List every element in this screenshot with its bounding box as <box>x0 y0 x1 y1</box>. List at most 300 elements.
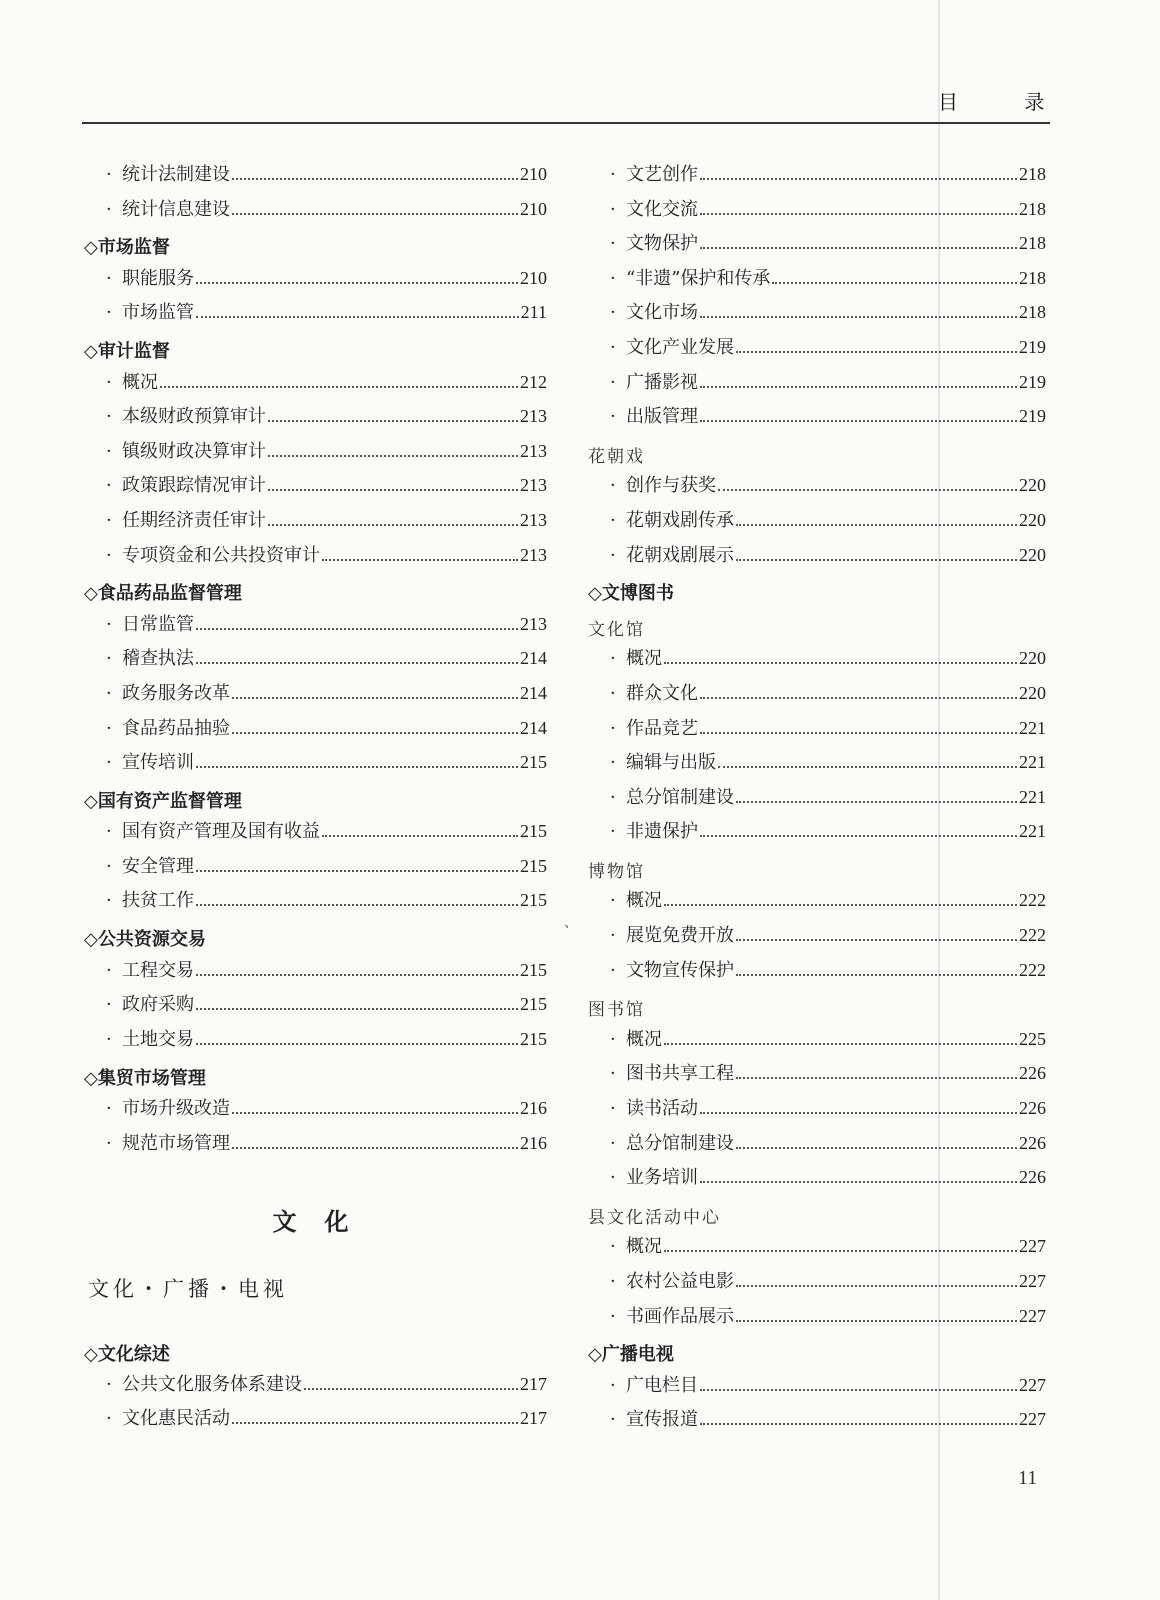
stray-mark: 、 <box>564 915 578 931</box>
toc-entry-page: 221 <box>1019 752 1046 773</box>
dot-leader <box>700 177 1017 180</box>
toc-entry-title: 概况 <box>626 1028 662 1050</box>
toc-entry-title: 统计法制建设 <box>122 164 230 185</box>
toc-entry-title: 政府采购 <box>122 994 194 1016</box>
toc-entry <box>82 1404 547 1439</box>
bullet-dot-icon: · <box>106 821 112 843</box>
dot-leader <box>736 973 1017 976</box>
bullet-dot-icon: · <box>610 1167 616 1189</box>
toc-entry-title: 宣传报道 <box>626 1409 698 1431</box>
dot-leader <box>304 1387 518 1390</box>
toc-section-heading: ◇国有资产监督管理 <box>84 790 242 812</box>
dot-leader <box>196 973 518 976</box>
toc-entry <box>586 748 1046 783</box>
toc-entry-title: 广播影视 <box>626 371 698 393</box>
bullet-dot-icon: · <box>106 1098 112 1120</box>
toc-entry-page: 215 <box>520 821 547 842</box>
toc-entry <box>82 610 547 645</box>
dot-leader <box>700 1388 1017 1391</box>
bullet-dot-icon: · <box>610 821 616 843</box>
toc-group <box>586 471 1046 575</box>
toc-entry-title: 文物宣传保护 <box>626 959 734 981</box>
bullet-dot-icon: · <box>106 198 112 220</box>
toc-entry <box>82 437 547 472</box>
toc-group <box>82 264 547 333</box>
bullet-dot-icon: · <box>610 475 616 497</box>
toc-entry-page: 213 <box>520 440 547 461</box>
toc-entry <box>586 298 1046 333</box>
toc-entry-page: 227 <box>1019 1305 1046 1326</box>
toc-entry-title: 概况 <box>626 890 662 912</box>
dot-leader <box>700 1111 1017 1114</box>
toc-entry <box>586 368 1046 403</box>
toc-entry-title: 土地交易 <box>122 1028 194 1050</box>
toc-entry <box>586 956 1046 991</box>
dot-leader <box>700 1180 1017 1183</box>
toc-subheading: 图书馆 <box>588 1000 645 1021</box>
toc-entry-page: 220 <box>1019 682 1046 703</box>
toc-entry <box>82 1370 547 1405</box>
bullet-dot-icon: · <box>610 544 616 566</box>
toc-subheading: 花朝戏 <box>588 446 645 467</box>
bullet-dot-icon: · <box>610 925 616 947</box>
toc-entry-title: 安全管理 <box>122 855 194 877</box>
toc-entry <box>586 471 1046 506</box>
bullet-dot-icon: · <box>106 440 112 462</box>
toc-entry-title: 公共文化服务体系建设 <box>122 1373 302 1395</box>
bullet-dot-icon: · <box>610 1028 616 1050</box>
toc-entry <box>586 1371 1046 1406</box>
toc-entry <box>82 852 547 887</box>
bullet-dot-icon: · <box>610 890 616 912</box>
toc-entry-page: 225 <box>1019 1028 1046 1049</box>
toc-entry-page: 215 <box>520 959 547 980</box>
toc-entry-title: 政策跟踪情况审计 <box>122 475 266 497</box>
toc-entry-title: 专项资金和公共投资审计 <box>122 544 320 566</box>
dot-leader <box>736 1319 1017 1322</box>
dot-leader <box>736 1076 1017 1079</box>
toc-entry-page: 214 <box>520 682 547 703</box>
dot-leader <box>736 1146 1017 1149</box>
page-header-title: 目 录 <box>938 90 1075 114</box>
toc-entry <box>586 921 1046 956</box>
toc-entry <box>82 471 547 506</box>
bullet-dot-icon: · <box>610 717 616 739</box>
toc-entry-page: 215 <box>520 752 547 773</box>
toc-entry <box>82 1025 547 1060</box>
dot-leader <box>718 488 1017 491</box>
toc-entry-title: 文物保护 <box>626 233 698 255</box>
dot-leader <box>700 212 1017 215</box>
dot-leader <box>736 938 1017 941</box>
toc-entry-title: 任期经济责任审计 <box>122 509 266 531</box>
toc-entry-page: 219 <box>1019 336 1046 357</box>
toc-entry <box>82 402 547 437</box>
toc-entry-page: 213 <box>520 509 547 530</box>
toc-entry <box>82 298 547 333</box>
dot-leader <box>232 1146 518 1149</box>
toc-entry-title: 文艺创作 <box>626 164 698 185</box>
dot-leader <box>196 661 518 664</box>
toc-entry-page: 226 <box>1019 1167 1046 1188</box>
toc-entry-page: 211 <box>520 302 547 323</box>
toc-entry <box>586 1129 1046 1164</box>
bullet-dot-icon: · <box>610 752 616 774</box>
bullet-dot-icon: · <box>106 371 112 393</box>
toc-entry-page: 221 <box>1019 821 1046 842</box>
toc-entry-title: 宣传培训 <box>122 752 194 774</box>
toc-entry-title: 出版管理 <box>626 406 698 428</box>
toc-entry-page: 213 <box>520 613 547 634</box>
toc-entry-page: 227 <box>1019 1409 1046 1430</box>
dot-leader <box>196 315 519 318</box>
toc-section-heading: ◇文博图书 <box>588 583 674 605</box>
toc-entry-title: 市场升级改造 <box>122 1098 230 1120</box>
dot-leader <box>268 419 518 422</box>
toc-entry <box>82 644 547 679</box>
toc-entry <box>586 1059 1046 1094</box>
toc-entry <box>82 1129 547 1164</box>
toc-entry-page: 218 <box>1019 198 1046 219</box>
dot-leader <box>736 1284 1017 1287</box>
dot-leader <box>700 696 1017 699</box>
bullet-dot-icon: · <box>610 1409 616 1431</box>
toc-entry <box>586 160 1046 195</box>
toc-entry-title: 花朝戏剧传承 <box>626 509 734 531</box>
toc-entry <box>586 1094 1046 1129</box>
toc-entry-page: 218 <box>1019 233 1046 254</box>
toc-entry-page: 214 <box>520 717 547 738</box>
dot-leader <box>268 523 518 526</box>
toc-entry-title: 花朝戏剧展示 <box>626 544 734 566</box>
toc-entry <box>82 541 547 576</box>
toc-group <box>82 817 547 921</box>
bullet-dot-icon: · <box>610 509 616 531</box>
toc-entry-title: “非遗”保护和传承 <box>626 267 771 289</box>
bullet-dot-icon: · <box>610 1271 616 1292</box>
toc-entry-page: 218 <box>1019 302 1046 323</box>
bullet-dot-icon: · <box>106 267 112 289</box>
toc-entry <box>586 714 1046 749</box>
toc-entry-page: 215 <box>520 1028 547 1049</box>
toc-entry-page: 226 <box>1019 1132 1046 1153</box>
page-number: 11 <box>1018 1467 1038 1489</box>
toc-entry-title: 作品竞艺 <box>626 717 698 739</box>
toc-section-heading: ◇文化综述 <box>84 1343 170 1365</box>
toc-group <box>586 644 1046 852</box>
bullet-dot-icon: · <box>610 1132 616 1154</box>
toc-entry <box>586 229 1046 264</box>
toc-entry <box>82 817 547 852</box>
bullet-dot-icon: · <box>610 233 616 255</box>
toc-entry-title: 文化产业发展 <box>626 336 734 358</box>
dot-leader <box>664 903 1017 906</box>
toc-entry <box>586 195 1046 230</box>
toc-entry <box>82 368 547 403</box>
dot-leader <box>700 1422 1017 1425</box>
dot-leader <box>664 1042 1017 1045</box>
bullet-dot-icon: · <box>106 648 112 670</box>
toc-subheading: 博物馆 <box>588 861 645 882</box>
toc-entry-title: 总分馆制建设 <box>626 786 734 808</box>
bullet-dot-icon: · <box>610 198 616 220</box>
toc-entry <box>82 956 547 991</box>
bullet-dot-icon: · <box>106 890 112 912</box>
toc-entry-title: 政务服务改革 <box>122 682 230 704</box>
toc-entry-page: 221 <box>1019 717 1046 738</box>
toc-entry-page: 216 <box>520 1132 547 1153</box>
bullet-dot-icon: · <box>106 302 112 324</box>
toc-entry-page: 227 <box>1019 1374 1046 1395</box>
toc-entry-title: 图书共享工程 <box>626 1063 734 1085</box>
bullet-dot-icon: · <box>610 371 616 393</box>
toc-entry-page: 210 <box>520 267 547 288</box>
toc-entry-title: 概况 <box>626 1236 662 1258</box>
toc-entry-title: 本级财政预算审计 <box>122 406 266 428</box>
bullet-dot-icon: · <box>106 406 112 428</box>
toc-group <box>586 1025 1046 1198</box>
bullet-dot-icon: · <box>106 1132 112 1154</box>
dot-leader <box>232 696 518 699</box>
dot-leader <box>664 1249 1017 1252</box>
toc-group <box>82 610 547 783</box>
dot-leader <box>196 1007 518 1010</box>
toc-entry <box>586 506 1046 541</box>
toc-left-column <box>82 160 547 1439</box>
toc-entry <box>82 195 547 230</box>
toc-entry <box>586 1267 1046 1302</box>
toc-entry-page: 220 <box>1019 544 1046 565</box>
bullet-dot-icon: · <box>106 1028 112 1050</box>
toc-section-heading: ◇广播电视 <box>588 1344 674 1366</box>
toc-entry-page: 222 <box>1019 890 1046 911</box>
toc-entry-title: 市场监管 <box>122 302 194 324</box>
toc-entry <box>586 541 1046 576</box>
toc-entry-page: 210 <box>520 164 547 184</box>
toc-entry-page: 217 <box>520 1373 547 1394</box>
toc-entry-title: 读书活动 <box>626 1098 698 1120</box>
toc-entry <box>82 679 547 714</box>
toc-entry-page: 213 <box>520 406 547 427</box>
toc-entry <box>82 748 547 783</box>
toc-entry-title: 文化交流 <box>626 198 698 220</box>
toc-right-column <box>586 160 1046 1440</box>
dot-leader <box>736 350 1017 353</box>
toc-entry-page: 213 <box>520 544 547 565</box>
toc-entry-title: 文化惠民活动 <box>122 1408 230 1430</box>
toc-group <box>82 1094 547 1163</box>
toc-group <box>82 160 547 229</box>
bullet-dot-icon: · <box>610 302 616 324</box>
toc-entry-title: 日常监管 <box>122 613 194 635</box>
toc-entry-title: 群众文化 <box>626 682 698 704</box>
toc-entry-title: 书画作品展示 <box>626 1305 734 1327</box>
toc-entry-page: 219 <box>1019 371 1046 392</box>
toc-entry <box>586 817 1046 852</box>
toc-entry <box>586 333 1046 368</box>
toc-section-heading: ◇食品药品监督管理 <box>84 583 242 605</box>
bullet-dot-icon: · <box>610 1305 616 1327</box>
toc-entry-title: 职能服务 <box>122 267 194 289</box>
bullet-dot-icon: · <box>610 1063 616 1085</box>
bullet-dot-icon: · <box>106 959 112 981</box>
toc-entry-title: 文化市场 <box>626 302 698 324</box>
toc-entry-page: 210 <box>520 198 547 219</box>
bullet-dot-icon: · <box>610 682 616 704</box>
toc-entry-page: 217 <box>520 1408 547 1429</box>
toc-entry-page: 214 <box>520 648 547 669</box>
toc-entry <box>82 886 547 921</box>
toc-entry-page: 222 <box>1019 925 1046 946</box>
toc-entry <box>82 264 547 299</box>
toc-section-heading: ◇市场监督 <box>84 237 170 259</box>
toc-entry-page: 212 <box>520 371 547 392</box>
dot-leader <box>322 558 518 561</box>
toc-group <box>586 1232 1046 1336</box>
dot-leader <box>718 765 1017 768</box>
toc-section-heading: ◇公共资源交易 <box>84 929 206 951</box>
toc-section-heading: ◇集贸市场管理 <box>84 1067 206 1089</box>
toc-entry <box>586 886 1046 921</box>
toc-entry <box>586 1302 1046 1337</box>
toc-entry-page: 215 <box>520 994 547 1015</box>
dot-leader <box>700 385 1017 388</box>
dot-leader <box>196 1042 518 1045</box>
toc-entry <box>586 402 1046 437</box>
bullet-dot-icon: · <box>610 1374 616 1396</box>
toc-entry-page: 227 <box>1019 1236 1046 1257</box>
bullet-dot-icon: · <box>106 855 112 877</box>
header-rule <box>82 122 1050 124</box>
bullet-dot-icon: · <box>610 336 616 358</box>
toc-group <box>82 368 547 576</box>
toc-group <box>586 886 1046 990</box>
dot-leader <box>736 523 1017 526</box>
dot-leader <box>232 1421 518 1424</box>
toc-entry-page: 215 <box>520 855 547 876</box>
dot-leader <box>700 315 1017 318</box>
bullet-dot-icon: · <box>610 406 616 428</box>
toc-entry-page: 220 <box>1019 509 1046 530</box>
dot-leader <box>196 903 518 906</box>
toc-entry <box>586 1163 1046 1198</box>
bullet-dot-icon: · <box>610 786 616 808</box>
toc-entry-title: 展览免费开放 <box>626 925 734 947</box>
bullet-dot-icon: · <box>610 267 616 289</box>
toc-entry <box>82 1094 547 1129</box>
bullet-dot-icon: · <box>610 164 616 185</box>
toc-entry-title: 编辑与出版 <box>626 752 716 774</box>
bullet-dot-icon: · <box>106 682 112 704</box>
bullet-dot-icon: · <box>106 475 112 497</box>
dot-leader <box>664 661 1017 664</box>
dot-leader <box>268 454 518 457</box>
toc-entry-title: 业务培训 <box>626 1167 698 1189</box>
toc-section-heading: ◇审计监督 <box>84 341 170 363</box>
toc-entry <box>586 679 1046 714</box>
toc-entry-page: 219 <box>1019 406 1046 427</box>
toc-entry <box>586 1232 1046 1267</box>
toc-entry-title: 统计信息建设 <box>122 198 230 220</box>
dot-leader <box>232 212 518 215</box>
toc-entry-page: 222 <box>1019 959 1046 980</box>
bullet-dot-icon: · <box>106 1373 112 1395</box>
toc-entry <box>586 264 1046 299</box>
toc-entry-page: 226 <box>1019 1063 1046 1084</box>
toc-entry-title: 农村公益电影 <box>626 1271 734 1292</box>
toc-entry-title: 总分馆制建设 <box>626 1132 734 1154</box>
toc-entry-title: 稽查执法 <box>122 648 194 670</box>
toc-group <box>82 1370 547 1439</box>
toc-entry <box>82 506 547 541</box>
bullet-dot-icon: · <box>106 544 112 566</box>
toc-entry-title: 规范市场管理 <box>122 1132 230 1154</box>
bullet-dot-icon: · <box>106 613 112 635</box>
dot-leader <box>268 488 518 491</box>
toc-entry-page: 218 <box>1019 164 1046 184</box>
dot-leader <box>232 177 518 180</box>
dot-leader <box>772 281 1017 284</box>
toc-entry <box>586 644 1046 679</box>
toc-entry-page: 215 <box>520 890 547 911</box>
bullet-dot-icon: · <box>610 1098 616 1120</box>
toc-entry-page: 213 <box>520 475 547 496</box>
dot-leader <box>736 558 1017 561</box>
toc-entry <box>586 783 1046 818</box>
part-title: 文化・广播・电视 <box>88 1277 288 1302</box>
chapter-title: 文化 <box>272 1206 377 1236</box>
dot-leader <box>196 869 518 872</box>
dot-leader <box>736 800 1017 803</box>
dot-leader <box>196 765 518 768</box>
toc-entry <box>82 714 547 749</box>
toc-entry-page: 220 <box>1019 648 1046 669</box>
toc-entry <box>82 990 547 1025</box>
bullet-dot-icon: · <box>106 509 112 531</box>
toc-entry-title: 非遗保护 <box>626 821 698 843</box>
toc-group <box>82 956 547 1060</box>
dot-leader <box>700 834 1017 837</box>
toc-entry-title: 概况 <box>122 371 158 393</box>
toc-entry-page: 227 <box>1019 1271 1046 1291</box>
toc-entry-title: 镇级财政决算审计 <box>122 440 266 462</box>
bullet-dot-icon: · <box>106 752 112 774</box>
toc-entry-title: 国有资产管理及国有收益 <box>122 821 320 843</box>
toc-entry <box>586 1405 1046 1440</box>
toc-entry-title: 创作与获奖 <box>626 475 716 497</box>
dot-leader <box>232 731 518 734</box>
dot-leader <box>160 385 518 388</box>
dot-leader <box>232 1111 518 1114</box>
toc-entry-page: 216 <box>520 1098 547 1119</box>
dot-leader <box>196 627 518 630</box>
dot-leader <box>322 834 518 837</box>
toc-entry-title: 食品药品抽验 <box>122 717 230 739</box>
toc-subheading: 县文化活动中心 <box>588 1207 721 1228</box>
toc-entry-title: 广电栏目 <box>626 1374 698 1396</box>
toc-entry <box>82 160 547 195</box>
toc-entry-title: 扶贫工作 <box>122 890 194 912</box>
toc-entry-page: 221 <box>1019 786 1046 807</box>
dot-leader <box>196 281 518 284</box>
dot-leader <box>700 419 1017 422</box>
toc-entry <box>586 1025 1046 1060</box>
toc-entry-page: 226 <box>1019 1098 1046 1119</box>
bullet-dot-icon: · <box>610 1236 616 1258</box>
bullet-dot-icon: · <box>610 959 616 981</box>
bullet-dot-icon: · <box>610 648 616 670</box>
toc-entry-page: 218 <box>1019 267 1046 288</box>
